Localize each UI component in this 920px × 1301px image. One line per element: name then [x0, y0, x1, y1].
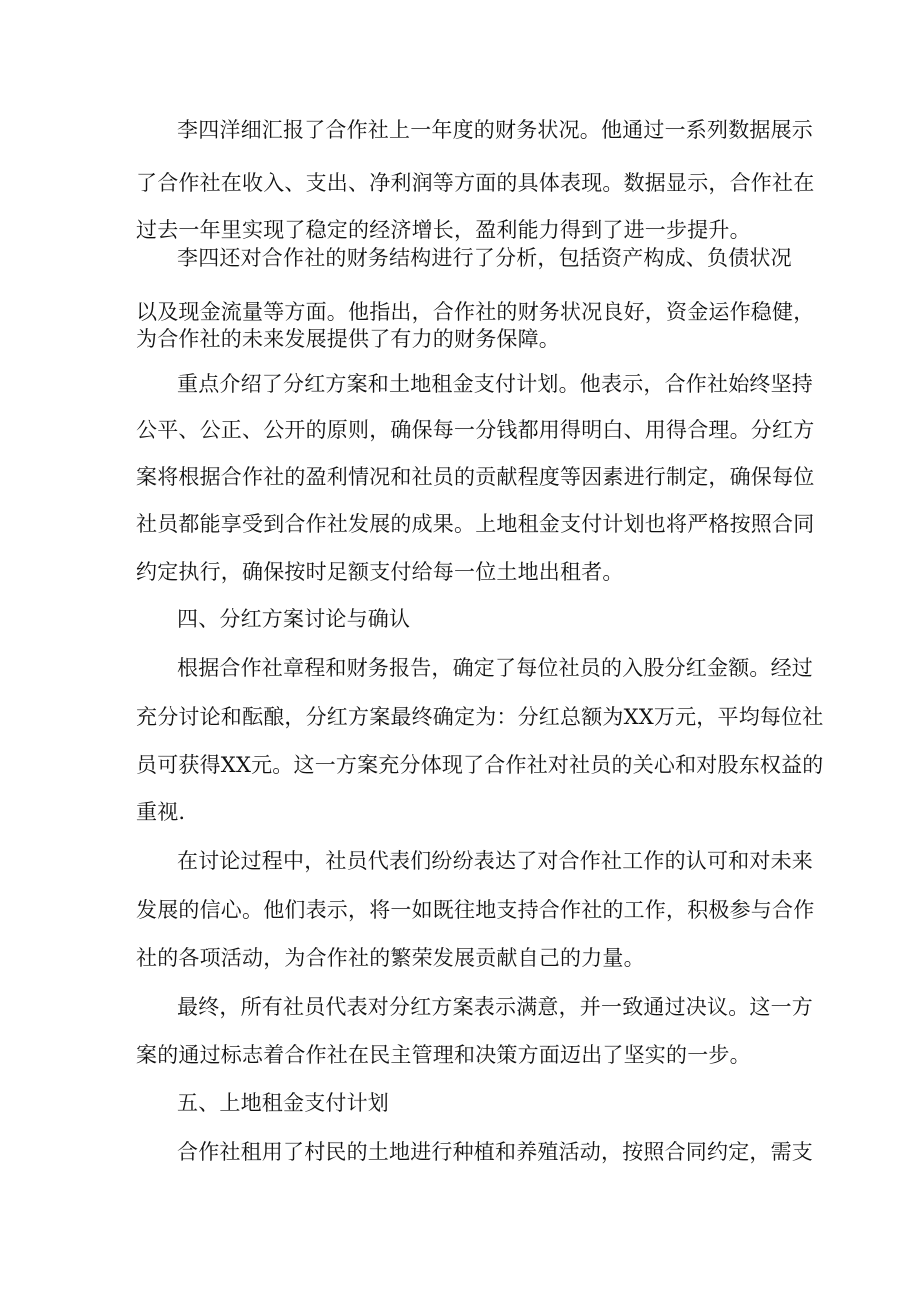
paragraph-line: 在讨论过程中，社员代表们纷纷表达了对合作社工作的认可和对未来	[177, 849, 813, 873]
paragraph-line: 重视.	[136, 800, 186, 824]
paragraph-line: 社的各项活动，为合作社的繁荣发展贡献自己的力量。	[136, 946, 645, 970]
paragraph-line: 案将根据合作社的盈利情况和社员的贡献程度等因素进行制定，确保每位	[136, 465, 815, 489]
paragraph-line: 李四洋细汇报了合作社上一年度的财务状况。他通过一系列数据展示	[177, 118, 813, 142]
paragraph-line: 公平、公正、公开的原则，确保每一分钱都用得明白、用得合理。分红方	[136, 418, 815, 442]
paragraph-line: 案的通过标志着合作社在民主管理和决策方面迈出了坚实的一步。	[136, 1043, 751, 1067]
paragraph-line: 约定执行，确保按时足额支付给每一位土地出租者。	[136, 560, 624, 584]
paragraph-line: 李四还对合作社的财务结构进行了分析，包括资产构成、负债状况	[177, 246, 792, 270]
paragraph-line: 重点介绍了分红方案和土地租金支付计划。他表示，合作社始终坚持	[177, 372, 813, 396]
paragraph-line: 充分讨论和酝酿，分红方案最终确定为：分红总额为XX万元，平均每位社	[136, 705, 824, 729]
paragraph-line: 合作社租用了村民的土地进行种植和养殖活动，按照合同约定，需支	[177, 1140, 813, 1164]
paragraph-line: 为合作社的未来发展提供了有力的财务保障。	[136, 327, 560, 351]
section-heading: 四、分红方案讨论与确认	[177, 607, 411, 631]
paragraph-line: 以及现金流量等方面。他指出，合作社的财务状况良好，资金运作稳健，	[136, 300, 815, 324]
paragraph-line: 发展的信心。他们表示，将一如既往地支持合作社的工作，积极参与合作	[136, 898, 815, 922]
paragraph-line: 根据合作社章程和财务报告，确定了每位社员的入股分红金额。经过	[177, 656, 813, 680]
paragraph-line: 过去一年里实现了稳定的经济增长，盈利能力得到了进一步提升。	[136, 218, 751, 242]
paragraph-line: 最终，所有社员代表对分红方案表示满意，并一致通过决议。这一方	[177, 995, 813, 1019]
paragraph-line: 了合作社在收入、支出、净利润等方面的具体表现。数据显示，合作社在	[136, 171, 815, 195]
section-heading: 五、上地租金支付计划	[177, 1091, 389, 1115]
paragraph-line: 社员都能享受到合作社发展的成果。上地租金支付计划也将严格按照合同	[136, 512, 815, 536]
paragraph-line: 员可获得XX元。这一方案充分体现了合作社对社员的关心和对股东权益的	[136, 753, 824, 777]
